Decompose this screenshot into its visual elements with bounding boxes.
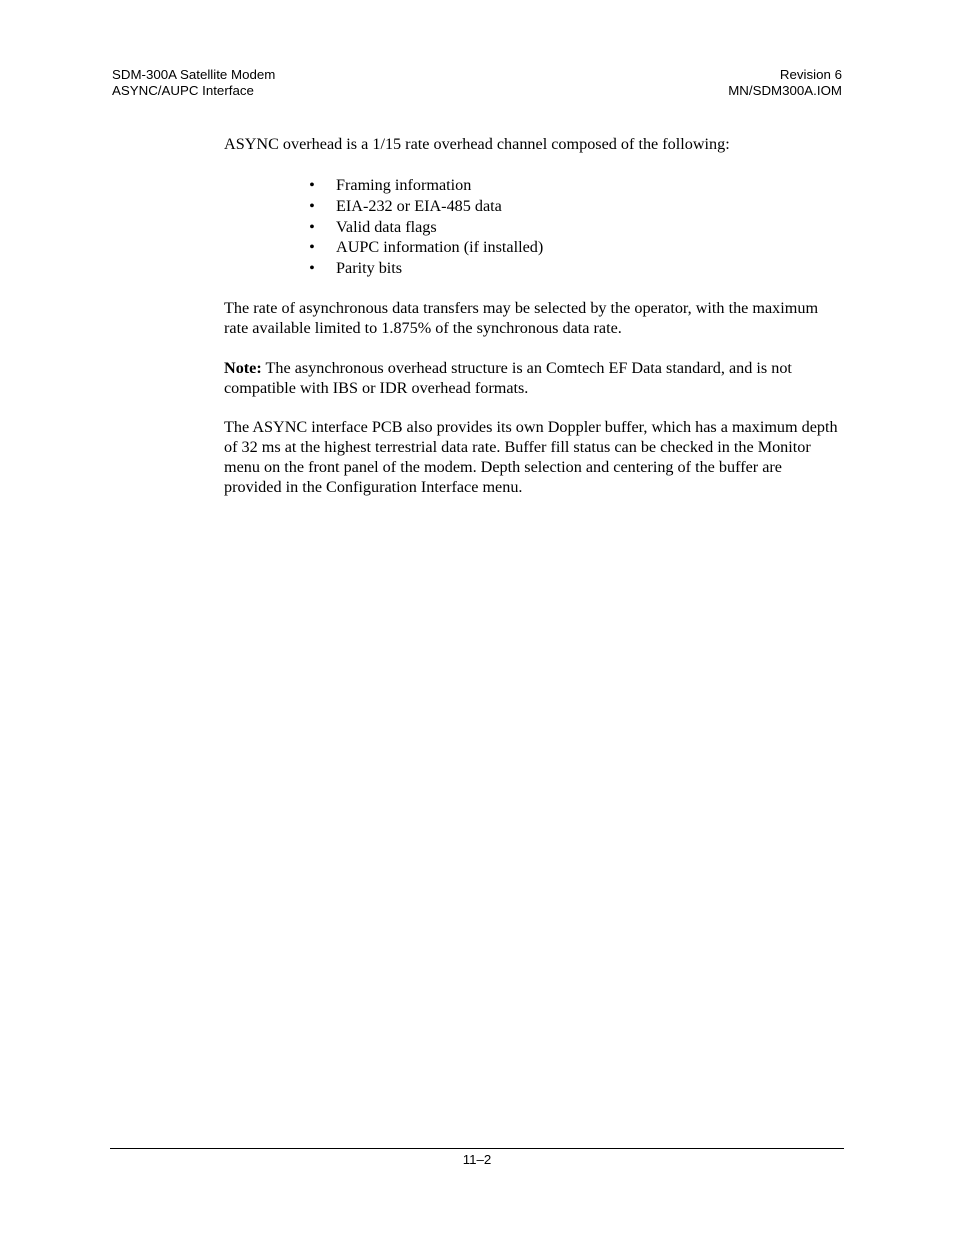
page-body	[224, 134, 840, 497]
document-number: MN/SDM300A.IOM	[728, 83, 842, 98]
footer-divider	[110, 1148, 844, 1149]
buffer-paragraph: The ASYNC interface PCB also provides its own Doppler buffer, which has a maximum depth of 32 ms at the highest terrestrial data rate. Buffer fill status can be checked in the Monitor menu on the front panel of the modem. Depth selection and centering of the buffer are provided in the Configuration Interface menu.	[224, 418, 838, 497]
note-paragraph	[224, 358, 840, 398]
chapter-title: ASYNC/AUPC Interface	[112, 83, 254, 98]
intro-paragraph: ASYNC overhead is a 1/15 rate overhead channel composed of the following:	[224, 135, 730, 153]
bullet-icon: •	[309, 259, 315, 278]
list-item-text: Parity bits	[336, 259, 403, 278]
revision-label: Revision 6	[779, 67, 842, 82]
overhead-components-list	[224, 175, 840, 279]
bullet-icon: •	[309, 176, 315, 194]
list-item-text: EIA-232 or EIA-485 data	[336, 196, 502, 215]
list-item-text: Framing information	[336, 176, 472, 194]
page-number: 11–2	[462, 1152, 492, 1167]
list-item	[309, 196, 840, 217]
note-text: The asynchronous overhead structure is an Comtech EF Data standard, and is not compatible with IBS or IDR overhead formats.	[224, 358, 792, 397]
bullet-icon: •	[309, 217, 315, 236]
list-item	[309, 258, 840, 279]
page-header-right	[728, 67, 842, 99]
list-item	[309, 217, 840, 238]
note-label: Note:	[224, 358, 262, 377]
document-title: SDM-300A Satellite Modem	[112, 67, 276, 82]
bullet-icon: •	[309, 238, 315, 257]
rate-paragraph: The rate of asynchronous data transfers may be selected by the operator, with the maximum rate available limited to 1.875% of the synchronous data rate.	[224, 298, 819, 337]
list-item-text: Valid data flags	[336, 217, 437, 236]
list-item	[309, 237, 840, 258]
list-item	[309, 175, 840, 196]
bullet-icon: •	[309, 196, 315, 215]
page-header-left	[112, 67, 275, 99]
list-item-text: AUPC information (if installed)	[336, 238, 544, 257]
